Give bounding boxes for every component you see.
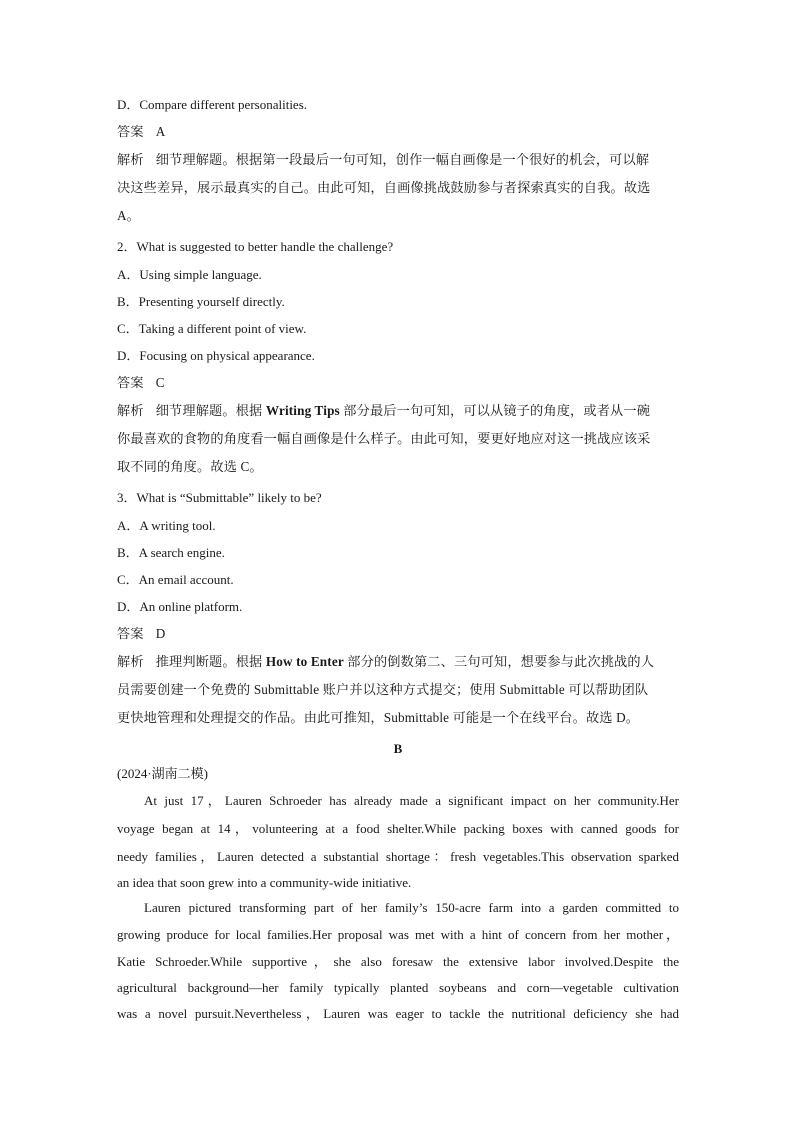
paragraph-1-line-1: At just 17，Lauren Schroeder has already made a significant impact on her community.Her <box>144 793 679 808</box>
keyword: How to Enter <box>265 654 344 669</box>
q2-analysis-line-2: 你最喜欢的食物的角度看一幅自画像是什么样子。由此可知，要更好地应对这一挑战应该采 <box>117 431 651 446</box>
q3-analysis-line-1 <box>117 653 679 671</box>
analysis-text: 推理判断题。根据 <box>155 654 263 669</box>
paragraph-2-line-3: Katie Schroeder.While supportive，she also foresaw the extensive labor involved.Despite the <box>117 954 679 969</box>
analysis-label: 解析 <box>117 654 144 669</box>
paragraph-2-line-4: agricultural background—her family typically planted soybeans and corn—vegetable cultivation <box>117 980 679 995</box>
q3-option-d: D．An online platform. <box>117 599 243 614</box>
section-source: (2024·湖南二模) <box>117 766 208 781</box>
paragraph-2-line-5: was a novel pursuit.Nevertheless，Lauren was eager to tackle the nutritional deficiency she had <box>117 1006 679 1021</box>
q3-analysis-line-2: 员需要创建一个免费的 Submittable 账户并以这种方式提交；使用 Submittable 可以帮助团队 <box>117 682 649 697</box>
q2-answer <box>117 374 679 392</box>
paragraph-2-line-1: Lauren pictured transforming part of her family’s 150-acre farm into a garden committed to <box>144 900 679 915</box>
answer-value: A <box>155 124 166 139</box>
answer-label: 答案 <box>117 375 144 390</box>
q1-option-d: D．Compare different personalities. <box>117 97 308 112</box>
q2-analysis-line-3: 取不同的角度。故选 C。 <box>117 459 263 474</box>
q3-option-c: C．An email account. <box>117 572 234 587</box>
analysis-text: 细节理解题。根据第一段最后一句可知，创作一幅自画像是一个很好的机会，可以解 <box>155 152 650 167</box>
answer-label: 答案 <box>117 626 144 641</box>
q1-answer <box>117 123 679 141</box>
q3-question: 3．What is “Submittable” likely to be? <box>117 490 322 505</box>
paragraph-2-line-2: growing produce for local families.Her proposal was met with a hint of concern from her mother， <box>117 927 679 942</box>
q2-option-d: D．Focusing on physical appearance. <box>117 348 315 363</box>
analysis-text: 细节理解题。根据 <box>155 403 263 418</box>
analysis-label: 解析 <box>117 152 144 167</box>
q2-analysis-line-1 <box>117 402 679 420</box>
paragraph-1-line-4: an idea that soon grew into a community-wide initiative. <box>117 875 412 890</box>
q2-option-b: B．Presenting yourself directly. <box>117 294 285 309</box>
q3-option-a: A．A writing tool. <box>117 518 216 533</box>
answer-label: 答案 <box>117 124 144 139</box>
analysis-text: 部分的倒数第二、三句可知，想要参与此次挑战的人 <box>347 654 655 669</box>
analysis-text: 部分最后一句可知，可以从镜子的角度，或者从一碗 <box>343 403 651 418</box>
answer-value: C <box>155 375 165 390</box>
q2-question: 2．What is suggested to better handle the challenge? <box>117 239 394 254</box>
analysis-label: 解析 <box>117 403 144 418</box>
section-heading: B <box>393 741 403 756</box>
q2-option-c: C．Taking a different point of view. <box>117 321 307 336</box>
q3-analysis-line-3: 更快地管理和处理提交的作品。由此可推知，Submittable 可能是一个在线平台。故选 D。 <box>117 710 640 725</box>
q1-analysis-line-2: 决这些差异，展示最真实的自己。由此可知，自画像挑战鼓励参与者探索真实的自我。故选 <box>117 180 651 195</box>
q1-analysis-line-3: A。 <box>117 208 141 223</box>
q3-option-b: B．A search engine. <box>117 545 225 560</box>
q2-option-a: A．Using simple language. <box>117 267 262 282</box>
paragraph-1-line-2: voyage began at 14，volunteering at a food shelter.While packing boxes with canned goods for <box>117 821 679 836</box>
answer-value: D <box>155 626 166 641</box>
q3-answer <box>117 625 679 643</box>
paragraph-1-line-3: needy families，Lauren detected a substantial shortage：fresh vegetables.This observation sparked <box>117 849 679 864</box>
q1-analysis-line-1 <box>117 151 679 169</box>
keyword: Writing Tips <box>265 403 340 418</box>
